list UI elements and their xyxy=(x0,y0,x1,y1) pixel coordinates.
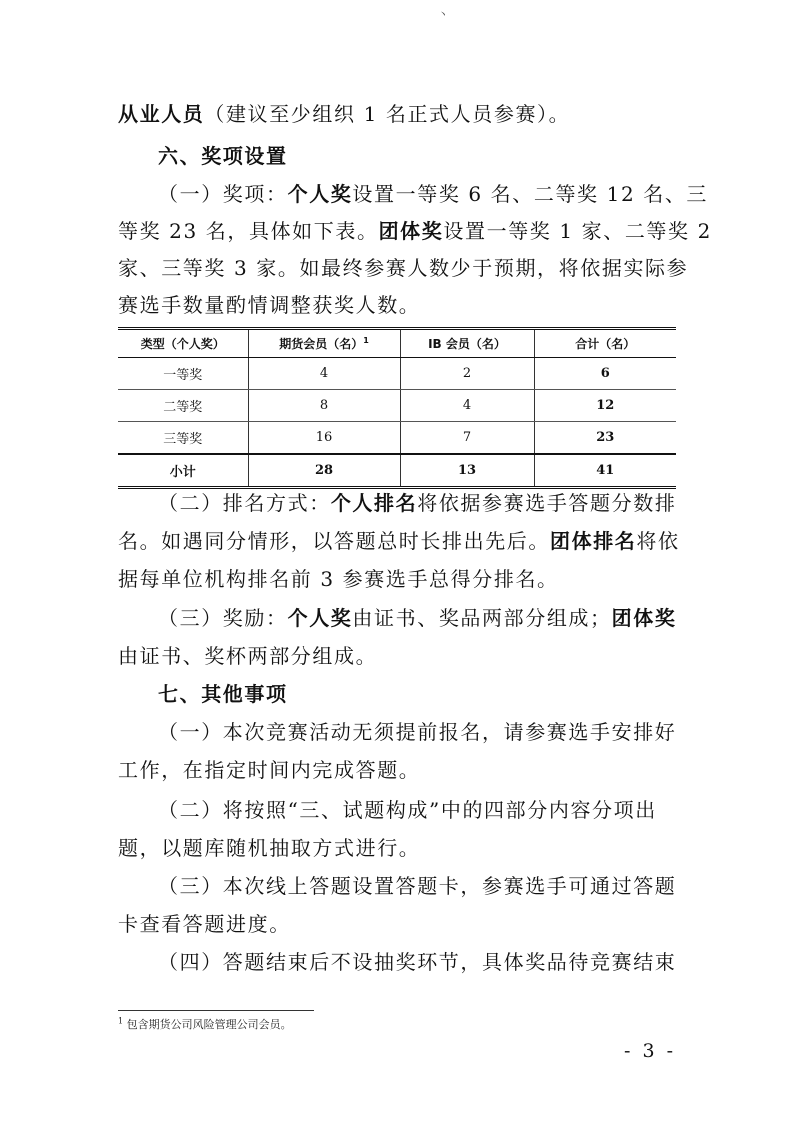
col-header-futures-members: 期货会员（名）$^1$ xyxy=(248,329,400,358)
paragraph-continuation: 从业人员（建议至少组织 1 名正式人员参赛）。 xyxy=(118,102,571,126)
cell-ib: 4 xyxy=(400,390,534,422)
table-row xyxy=(118,422,676,455)
rewards-paragraph-line-1: （三）奖励：个人奖由证书、奖品两部分组成；团体奖 xyxy=(158,606,677,630)
ranking-paragraph-line-1: （二）排名方式：个人排名将依据参赛选手答题分数排 xyxy=(158,491,677,515)
other-item-1-line-2: 工作，在指定时间内完成答题。 xyxy=(118,758,421,782)
page-number: - 3 - xyxy=(624,1040,677,1062)
other-item-2-line-1: （二）将按照“三、试题构成”中的四部分内容分项出 xyxy=(158,798,657,822)
footnote-divider xyxy=(118,1010,314,1011)
cell-futures: 8 xyxy=(248,390,400,422)
table-row xyxy=(118,390,676,422)
ranking-paragraph-line-3: 据每单位机构排名前 3 参赛选手总得分排名。 xyxy=(118,567,559,591)
footnote-ref: 1 xyxy=(363,336,369,345)
other-item-3-line-1: （三）本次线上答题设置答题卡，参赛选手可通过答题 xyxy=(158,874,677,898)
cell-ib: 2 xyxy=(400,358,534,390)
col-header-type: 类型（个人奖） xyxy=(118,329,248,358)
cell-type: 二等奖 xyxy=(118,390,248,422)
col-header-ib-members: IB 会员（名） xyxy=(400,329,534,358)
ranking-paragraph-line-2: 名。如遇同分情形，以答题总时长排出先后。团体排名将依 xyxy=(118,529,680,553)
table-header-row xyxy=(118,329,676,358)
other-item-1-line-1: （一）本次竞赛活动无须提前报名，请参赛选手安排好 xyxy=(158,720,677,744)
other-item-4-line-1: （四）答题结束后不设抽奖环节，具体奖品待竞赛结束 xyxy=(158,950,677,974)
footnote: $^1$ 包含期货公司风险管理公司会员。 xyxy=(118,1016,292,1031)
table-subtotal-row xyxy=(118,454,676,488)
cell-total: 41 xyxy=(534,454,676,488)
other-item-3-line-2: 卡查看答题进度。 xyxy=(118,912,291,936)
col-header-total: 合计（名） xyxy=(534,329,676,358)
section-heading-other: 七、其他事项 xyxy=(158,682,288,706)
section-heading-awards: 六、奖项设置 xyxy=(158,144,288,168)
cell-type: 三等奖 xyxy=(118,422,248,455)
scan-mark: 丶 xyxy=(438,10,448,21)
cell-type: 小计 xyxy=(118,454,248,488)
cell-ib: 7 xyxy=(400,422,534,455)
table-row xyxy=(118,358,676,390)
cell-futures: 16 xyxy=(248,422,400,455)
cell-total: 12 xyxy=(534,390,676,422)
awards-paragraph-line-3: 家、三等奖 3 家。如最终参赛人数少于预期，将依据实际参 xyxy=(118,256,689,280)
cell-futures: 4 xyxy=(248,358,400,390)
cell-futures: 28 xyxy=(248,454,400,488)
awards-paragraph-line-2: 等奖 23 名，具体如下表。团体奖设置一等奖 1 家、二等奖 2 xyxy=(118,219,712,243)
cell-total: 6 xyxy=(534,358,676,390)
awards-paragraph-line-4: 赛选手数量酌情调整获奖人数。 xyxy=(118,293,421,317)
rewards-paragraph-line-2: 由证书、奖杯两部分组成。 xyxy=(118,644,378,668)
cell-type: 一等奖 xyxy=(118,358,248,390)
cell-total: 23 xyxy=(534,422,676,455)
awards-paragraph-line-1: （一）奖项：个人奖设置一等奖 6 名、二等奖 12 名、三 xyxy=(158,182,709,206)
other-item-2-line-2: 题，以题库随机抽取方式进行。 xyxy=(118,836,421,860)
cell-ib: 13 xyxy=(400,454,534,488)
awards-table xyxy=(118,327,676,489)
